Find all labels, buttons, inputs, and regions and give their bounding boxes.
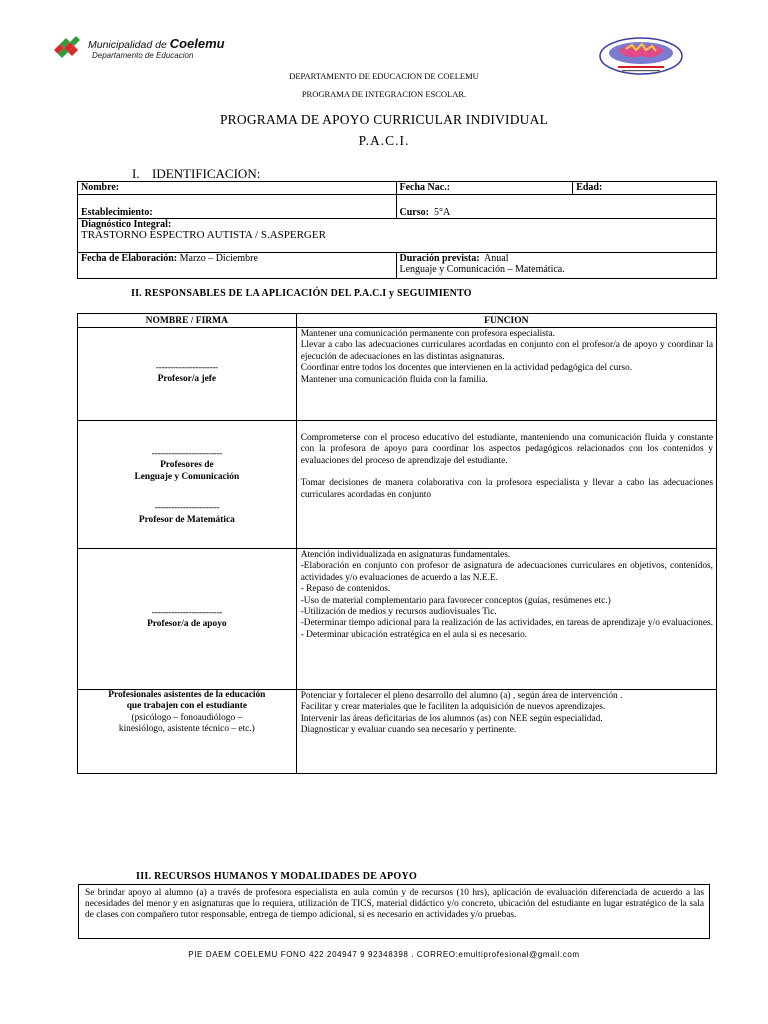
role-profesor-apoyo: ------------------------- Profesor/a de apoyo — [78, 549, 297, 690]
col-header-name: NOMBRE / FIRMA — [78, 314, 297, 328]
page-footer: PIE DAEM COELEMU FONO 422 204947 9 92348398 . CORREO:emultiprofesional@gmail.com — [188, 950, 580, 959]
section-2-heading: II. RESPONSABLES DE LA APLICACIÓN DEL P.A.C.I y SEGUIMIENTO — [131, 288, 472, 299]
section-3-heading: III. RECURSOS HUMANOS Y MODALIDADES DE APOYO — [136, 871, 418, 882]
role-profesor-jefe: ---------------------- Profesor/a jefe — [78, 328, 297, 421]
curso-cell: Curso: 5°A — [396, 195, 717, 219]
role-profesionales-asistentes: Profesionales asistentes de la educación que trabajen con el estudiante (psicólogo – fonoaudiólogo – kinesiólogo, asistente técnico – etc.) — [78, 690, 297, 774]
diagnostico-cell: Diagnóstico Integral: TRASTORNO ESPECTRO AUTISTA / S.ASPERGER — [78, 219, 717, 253]
functions-profesor-jefe: Mantener una comunicación permanente con profesora especialista. Llevar a cabo las adecuaciones curriculares acordadas en conjunto con el profesor/a de apoyo y coordinar la ejecución de adecuaciones en las distintas asignaturas. Coordinar entre todos los docentes que intervienen en la actividad pedagógica del curso. Mantener una comunicación fluida con la familia. — [296, 328, 716, 421]
header-program: PROGRAMA DE INTEGRACION ESCOLAR. — [301, 89, 467, 99]
department-name: Departamento de Educacion — [92, 51, 194, 60]
municipality-logo — [52, 34, 232, 64]
functions-profesor-apoyo: Atención individualizada en asignaturas fundamentales. -Elaboración en conjunto con profesor de asignatura de adecuaciones curriculares en objetivos, contenidos, actividades y/o evaluaciones de acuerdo a las N.E.E. - Repaso de contenidos. -Uso de material complementario para favorecer conceptos (guías, resúmenes etc.) -Utilización de medios y recursos audiovisuales Tic. -Determinar tiempo adicional para la realización de las actividades, en tareas de aprendizaje y/o evaluaciones. - Determinar ubicación estratégica en el aula si es necesario. — [296, 549, 716, 690]
establecimiento-cell: Establecimiento: — [78, 195, 397, 219]
role-profesores-asignatura: ------------------------- Profesores de Lenguaje y Comunicación ----------------------- Profesor de Matemática — [78, 421, 297, 549]
responsibles-table — [77, 313, 717, 774]
section-1-heading: I. IDENTIFICACION: — [132, 166, 261, 181]
page-title: PROGRAMA DE APOYO CURRICULAR INDIVIDUAL — [219, 112, 549, 127]
identification-table — [77, 181, 717, 279]
header-department: DEPARTAMENTO DE EDUCACION DE COELEMU — [289, 71, 479, 81]
fecha-nac-cell: Fecha Nac.: — [396, 182, 573, 195]
functions-profesionales-asistentes: Potenciar y fortalecer el pleno desarrollo del alumno (a) , según área de intervención . Facilitar y crear materiales que le faciliten la adquisición de nuevos aprendizajes. Intervenir las áreas deficitarias de los alumnos (as) con NEE según especialidad. Diagnosticar y evaluar cuando sea necesario y pertinente. — [296, 690, 716, 774]
duracion-cell: Duración prevista: Anual Lenguaje y Comunicación – Matemática. — [396, 253, 717, 279]
edad-cell: Edad: — [573, 182, 717, 195]
municipality-emblem-icon — [52, 36, 86, 60]
fecha-elaboracion-cell: Fecha de Elaboración: Marzo – Diciembre — [78, 253, 397, 279]
functions-profesores-asignatura: Comprometerse con el proceso educativo del estudiante, manteniendo una comunicación fluida y constante con la profesora de apoyo para coordinar los aspectos pedagógicos relacionados con los contenidos y evaluaciones del proceso de aprendizaje del estudiante. Tomar decisiones de manera colaborativa con la profesora especialista y llevar a cabo las adecuaciones curriculares acordadas en conjunto — [296, 421, 716, 549]
nombre-cell: Nombre: — [78, 182, 397, 195]
support-modalities-text: Se brindar apoyo al alumno (a) a través de profesora especialista en aula común y de recursos (10 hrs), aplicación de evaluación diferenciada de acuerdo a las necesidades del menor y en asignaturas que lo requiera, utilización de TICS, material didáctico y/o concreto, ubicación del estudiante en lugar estratégico de la sala de clases con compañero tutor responsable, entrega de tiempo adicional, si es necesario en actividades y/o pruebas. — [78, 884, 710, 939]
col-header-function: FUNCION — [296, 314, 716, 328]
page-subtitle: P.A.C.I. — [358, 133, 410, 148]
municipality-name: Municipalidad de Coelemu — [88, 36, 225, 51]
program-emblem-icon — [598, 36, 684, 76]
